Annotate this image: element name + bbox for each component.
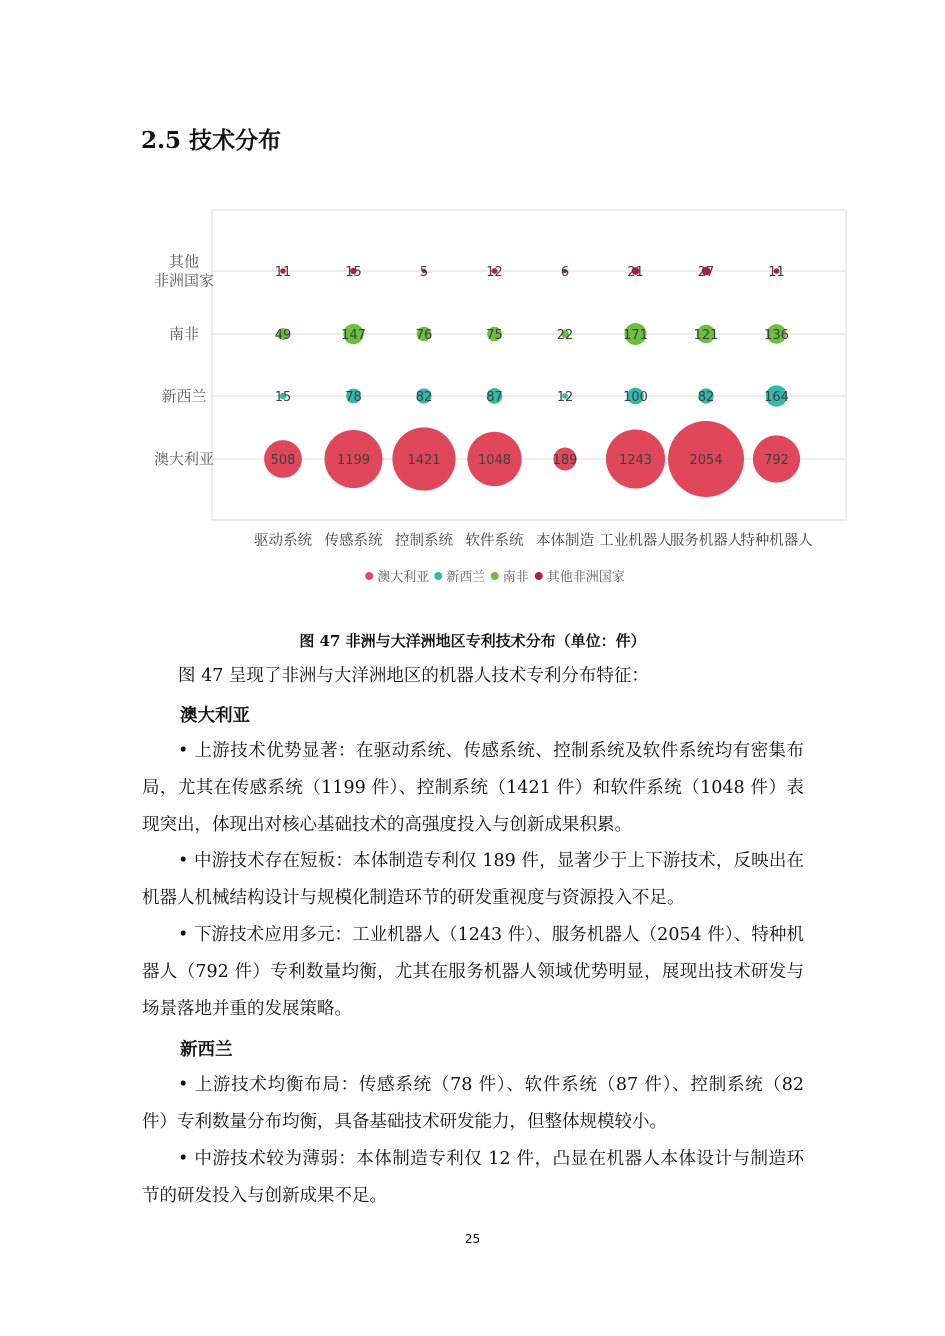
intro-paragraph: [142, 658, 804, 695]
row-label-1-0: 南非: [168, 325, 200, 343]
data-label-1-5: 100: [623, 390, 648, 405]
data-label-1-0: 15: [274, 390, 292, 405]
australia-paragraph-3-text: • 下游技术应用多元：工业机器人（1243 件）、服务机器人（2054 件）、特种机器人（792 件）专利数量均衡，尤其在服务机器人领域优势明显，展现出技术研发与场景落地并重的发展策略。: [142, 925, 804, 1019]
data-label-3-6: 27: [697, 265, 715, 280]
category-label-1: 传感系统: [324, 533, 383, 549]
category-label-4: 本体制造: [536, 533, 594, 549]
data-label-2-0: 49: [274, 328, 292, 343]
data-label-0-4: 189: [552, 453, 578, 468]
legend-marker-2: [491, 572, 499, 580]
australia-heading: 澳大利亚: [180, 706, 250, 726]
data-label-1-2: 82: [415, 390, 433, 405]
australia-paragraph-2: [142, 843, 804, 917]
data-label-3-4: 6: [560, 265, 570, 280]
data-label-3-0: 11: [274, 265, 292, 280]
data-label-0-1: 1199: [336, 453, 371, 468]
data-label-3-5: 21: [627, 265, 644, 280]
legend-marker-3: [535, 572, 543, 580]
data-label-0-0: 508: [270, 453, 296, 468]
data-label-1-3: 87: [486, 390, 503, 405]
australia-paragraph-3: [142, 917, 804, 1028]
legend-marker-0: [365, 572, 373, 580]
data-label-2-1: 147: [341, 328, 366, 343]
row-label-0-1: 非洲国家: [153, 271, 215, 290]
bubble-chart: [142, 198, 852, 600]
newzealand-paragraph-1: [142, 1067, 804, 1141]
legend-label-2: 南非: [502, 570, 529, 585]
figure-caption: 图 47 非洲与大洋洲地区专利技术分布（单位：件）: [299, 632, 646, 650]
plot-area-border: [212, 210, 846, 520]
data-label-2-6: 121: [693, 328, 719, 343]
data-label-3-2: 5: [419, 265, 429, 280]
row-label-2-0: 新西兰: [161, 387, 207, 405]
newzealand-paragraph-2: [142, 1141, 804, 1215]
category-label-3: 软件系统: [465, 533, 524, 549]
chart-svg: [142, 198, 852, 600]
data-label-3-7: 11: [768, 265, 785, 280]
australia-paragraph-1-text: • 上游技术优势显著：在驱动系统、传感系统、控制系统及软件系统均有密集布局，尤其在传感系统（1199 件）、控制系统（1421 件）和软件系统（1048 件）表现突出，体现出对核心基础技术的高强度投入与创新成果积累。: [142, 741, 804, 835]
category-label-0: 驱动系统: [254, 533, 312, 549]
data-label-1-6: 82: [697, 390, 715, 405]
category-label-5: 工业机器人: [599, 533, 672, 549]
data-label-2-3: 75: [486, 328, 503, 343]
legend-label-3: 其他非洲国家: [546, 570, 625, 585]
data-label-0-6: 2054: [689, 453, 723, 468]
data-label-0-2: 1421: [407, 453, 441, 468]
data-label-2-2: 76: [415, 328, 433, 343]
australia-paragraph-2-text: • 中游技术存在短板：本体制造专利仅 189 件，显著少于上下游技术，反映出在机器人机械结构设计与规模化制造环节的研发重视度与资源投入不足。: [142, 851, 804, 908]
row-label-3-0: 澳大利亚: [153, 450, 215, 468]
data-label-0-5: 1243: [618, 453, 653, 468]
data-label-1-4: 12: [556, 390, 574, 405]
page-number: 25: [464, 1232, 481, 1246]
data-label-2-4: 22: [556, 328, 574, 343]
intro-text: 图 47 呈现了非洲与大洋洲地区的机器人技术专利分布特征：: [178, 666, 649, 686]
data-label-2-5: 171: [623, 328, 648, 343]
category-label-6: 服务机器人: [669, 533, 743, 549]
data-label-1-7: 164: [764, 390, 789, 405]
newzealand-heading: 新西兰: [180, 1040, 233, 1060]
newzealand-paragraph-2-text: • 中游技术较为薄弱：本体制造专利仅 12 件，凸显在机器人本体设计与制造环节的研发投入与创新成果不足。: [142, 1149, 804, 1206]
row-label-0-0: 其他: [168, 252, 200, 271]
data-label-1-1: 78: [345, 390, 362, 405]
australia-paragraph-1: [142, 733, 804, 844]
category-label-2: 控制系统: [395, 533, 453, 549]
data-label-0-7: 792: [764, 453, 789, 468]
category-label-7: 特种机器人: [740, 533, 813, 549]
section-heading: 2.5 技术分布: [141, 127, 282, 154]
data-label-3-1: 15: [345, 265, 362, 280]
legend-marker-1: [434, 572, 442, 580]
data-label-2-7: 136: [764, 328, 789, 343]
legend-label-0: 澳大利亚: [377, 570, 430, 585]
newzealand-paragraph-1-text: • 上游技术均衡布局：传感系统（78 件）、软件系统（87 件）、控制系统（82 件）专利数量分布均衡，具备基础技术研发能力，但整体规模较小。: [142, 1075, 804, 1132]
data-label-3-3: 12: [486, 265, 503, 280]
legend-label-1: 新西兰: [446, 570, 486, 585]
data-label-0-3: 1048: [477, 453, 512, 468]
